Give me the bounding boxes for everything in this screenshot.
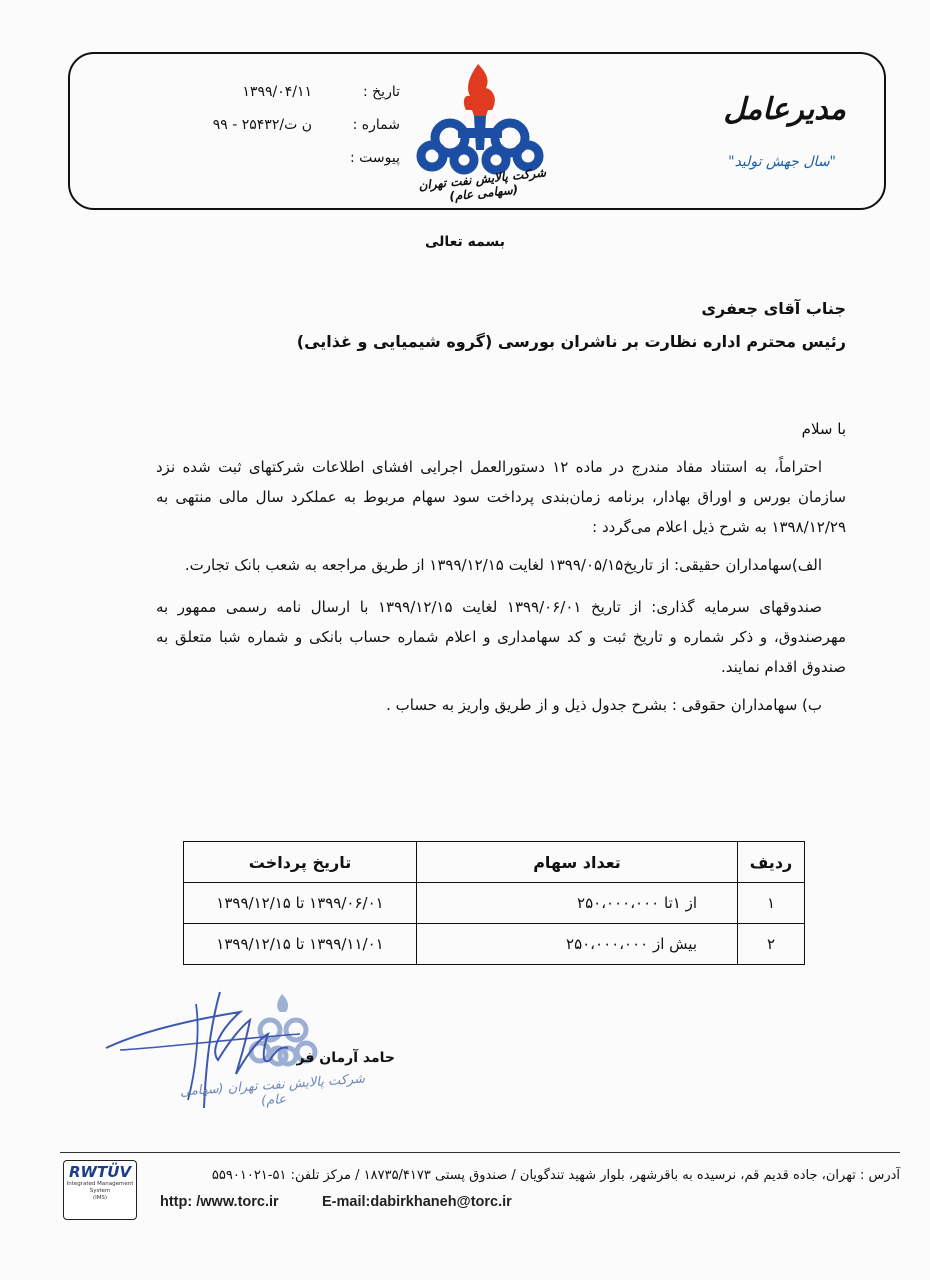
footer-website[interactable]: http: /www.torc.ir xyxy=(160,1194,279,1210)
header-shares: تعداد سهام xyxy=(417,842,738,883)
letter-meta xyxy=(150,84,400,183)
footer-address: آدرس : تهران، جاده قدیم قم، نرسیده به باقرشهر، بلوار شهید تندگویان / صندوق پستی ۱۸۷۳۵/۴۱۷۳ / مرکز تلفن: ۵۱-۵۵۹۰۱۰۲۱ xyxy=(211,1168,900,1183)
letter-body xyxy=(156,414,846,720)
letterhead xyxy=(68,52,886,210)
date-label: تاریخ : xyxy=(362,84,400,100)
signer-name: حامد آرمان فر xyxy=(296,1050,395,1066)
paragraph-legal-entities: ب) سهامداران حقوقی : بشرح جدول ذیل و از طریق واریز به حساب . xyxy=(386,696,822,714)
header-payment-date: تاریخ پرداخت xyxy=(184,842,417,883)
attachment-label: پیوست : xyxy=(350,150,400,166)
greeting: با سلام xyxy=(801,420,846,438)
date-row xyxy=(150,84,400,117)
header-row-number: ردیف xyxy=(738,842,805,883)
table-header-row xyxy=(184,842,805,883)
letterhead-slogan: "سال جهش تولید" xyxy=(728,154,836,170)
rwtuv-certification-logo xyxy=(63,1160,137,1220)
refinery-logo-icon xyxy=(406,58,556,178)
date-value: ۱۳۹۹/۰۴/۱۱ xyxy=(242,84,312,100)
footer-email[interactable]: E-mail:dabirkhaneh@torc.ir xyxy=(322,1194,512,1210)
footer-divider xyxy=(60,1152,900,1153)
recipient-name: جناب آقای جعفری xyxy=(701,299,846,318)
cert-line-2: System xyxy=(89,1188,111,1194)
paragraph-individuals: الف)سهامداران حقیقی: از تاریخ۱۳۹۹/۰۵/۱۵ لغایت ۱۳۹۹/۱۲/۱۵ از طریق مراجعه به شعب بانک تجارت. xyxy=(184,556,822,574)
number-value: ن ت/۲۵۴۳۲ - ۹۹ xyxy=(212,117,312,133)
cert-name: RWTÜV xyxy=(68,1163,132,1181)
paragraph-intro: احتراماً، به استناد مفاد مندرج در ماده ۱۲ دستورالعمل اجرایی افشای اطلاعات شرکتهای ثبت شده نزد سازمان بورس و اوراق بهادار، برنامه زمان‌بندی پرداخت سود سهام مربوط به عملکرد سال مالی منتهی به ۱۳۹۸/۱۲/۲۹ به شرح ذیل اعلام می‌گردد : xyxy=(156,458,846,536)
cert-line-3: (IMS) xyxy=(92,1195,108,1201)
attachment-row xyxy=(150,150,400,183)
table-row xyxy=(184,924,805,965)
number-row xyxy=(150,117,400,150)
letterhead-title: مدیرعامل xyxy=(723,92,846,127)
row-number: ۱ xyxy=(738,883,805,924)
row-payment-date: ۱۳۹۹/۰۶/۰۱ تا ۱۳۹۹/۱۲/۱۵ xyxy=(184,883,417,924)
cert-line-1: Integrated Management xyxy=(66,1181,134,1187)
company-caption: شرکت پالایش نفت تهران (سهامی عام) xyxy=(417,165,547,204)
bismillah: بسمه تعالی xyxy=(424,234,506,250)
row-number: ۲ xyxy=(738,924,805,965)
table-row xyxy=(184,883,805,924)
row-shares: از ۱تا ۲۵۰،۰۰۰،۰۰۰ xyxy=(417,883,738,924)
number-label: شماره : xyxy=(352,117,400,133)
row-shares: بیش از ۲۵۰،۰۰۰،۰۰۰ xyxy=(417,924,738,965)
recipient-title: رئیس محترم اداره نظارت بر ناشران بورسی (گروه شیمیایی و غذایی) xyxy=(296,332,846,351)
recipient-block xyxy=(146,292,846,358)
paragraph-funds: صندوقهای سرمایه گذاری: از تاریخ ۱۳۹۹/۰۶/۰۱ لغایت ۱۳۹۹/۱۲/۱۵ با ارسال نامه رسمی ممهور به مهرصندوق، و ذکر شماره و تاریخ ثبت و کد سهامداری و اعلام شماره حساب بانکی و شماره شبا متعلق به صندوق اقدام نمایند. xyxy=(156,598,846,676)
row-payment-date: ۱۳۹۹/۱۱/۰۱ تا ۱۳۹۹/۱۲/۱۵ xyxy=(184,924,417,965)
stamp-text: شرکت پالایش نفت تهران (سهامی عام) xyxy=(179,1071,366,1109)
payment-schedule-table xyxy=(183,841,805,965)
